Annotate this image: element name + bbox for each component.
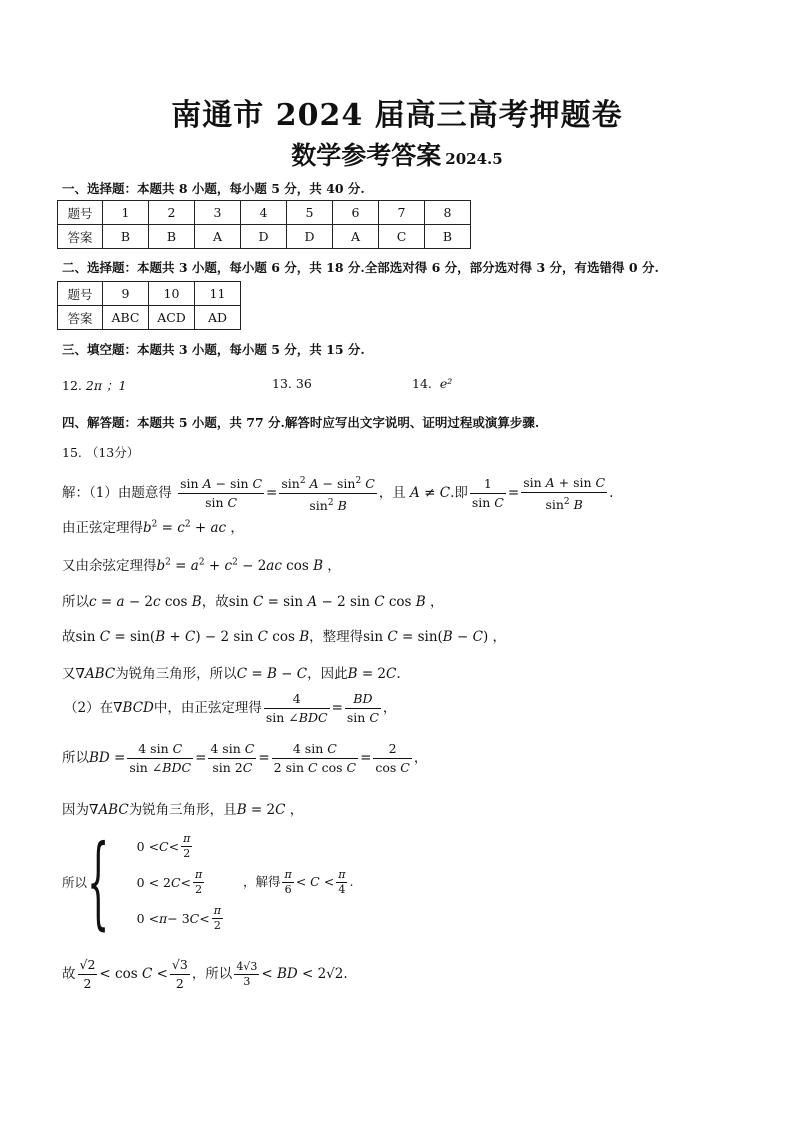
solution-line-3: 又由余弦定理得$b^2 = a^2 + c^2 - 2ac$ cos B ， (62, 557, 341, 574)
table-row (58, 201, 471, 225)
text: 中，由正弦定理得 (153, 700, 262, 716)
table-row (58, 306, 241, 330)
text: ，整理得 (309, 629, 364, 645)
solution-line-4: 所以c = a − 2c cos B，故sin C = sin A − 2 sin C cos B ， (62, 594, 444, 610)
text: 因为 (62, 802, 89, 818)
fraction: $\frac{\text{sin A + sin C}}{\sin^2 B}$ (523, 474, 606, 512)
answer-13-value: 36 (295, 376, 312, 391)
text: 所以 (62, 875, 88, 890)
text: 由正弦定理得 (62, 520, 143, 536)
answer-13-label: 13. (272, 376, 292, 391)
text: 所以 (62, 750, 89, 766)
section2-heading: 二、选择题：本题共 3 小题，每小题 6 分，共 18 分.全部选对得 6 分，部分选对得 3 分，有选错得 0 分. (62, 260, 659, 275)
solution-line-8: 所以BD = $\frac{\text{4 sin C}}{\text{sin ∠BDC}}$ = $\frac{\text{4 sin C}}{\sin 2C}$ = $\frac{\text{4 sin C}}{\text{2 sin C cos C}}$ = $\frac{2}{\text{cos C}}$ ， (62, 741, 428, 775)
answer-13 (272, 376, 312, 391)
subtitle-text: 数学参考答案 (291, 141, 442, 170)
fraction: $\frac{2}{\text{cos C}}$ (375, 741, 410, 775)
table-cell: 11 (195, 282, 241, 306)
solution-line-11: 故 $\frac{√2}{2}$ < cos C < $\frac{√3}{2}$ ，所以 $\frac{4√3}{3}$ < BD < 2√2. (62, 957, 348, 991)
solution-line-7: （2）在∇BCD中，由正弦定理得 $\frac{4}{\text{sin ∠BDC}}$ = $\frac{BD}{\text{sin C}}$ ， (64, 691, 397, 725)
answer-14-value: e² (439, 376, 453, 391)
text: 解：（1）由题意得 (62, 485, 172, 502)
solution-line-6: 又∇ABC为锐角三角形，所以C = B − C，因此B = 2C. (62, 666, 401, 682)
fill-in-answers (62, 376, 562, 394)
section1-answer-table (57, 200, 471, 249)
table-cell: A (333, 225, 379, 249)
table-cell: ABC (103, 306, 149, 330)
table-cell: 2 (149, 201, 195, 225)
table-cell: 10 (149, 282, 195, 306)
table-cell: 8 (425, 201, 471, 225)
table-cell: A (195, 225, 241, 249)
fraction: $\frac{√3}{2}$ (171, 957, 188, 991)
answer-14 (412, 376, 452, 391)
text: 又 (62, 666, 76, 682)
table-row (58, 282, 241, 306)
text: 故 (62, 966, 76, 982)
text: ，且 (378, 485, 406, 502)
inequality-system: 0 < C < $\frac{\pi}{2}$ 0 < 2 C < $\frac{\pi}{2}$ 0 < π − 3 C < $\frac{\pi}{2}$ (136, 831, 221, 932)
text: 为锐角三角形，且 (128, 802, 237, 818)
exam-date: 2024.5 (445, 150, 503, 168)
section2-answer-table (57, 281, 241, 330)
solution-line-10: 所以{ 0 < C < $\frac{\pi}{2}$ 0 < 2 C < $\frac{\pi}{2}$ 0 < π − 3 C < $\frac{\pi}{2}$ ，解得 $\frac{\pi}{6}$ < C < $\frac{\pi}{4}$ . (62, 823, 354, 940)
solution-line-9: 因为∇ABC为锐角三角形，且B = 2C ， (62, 802, 304, 818)
text: ，所以 (191, 966, 233, 982)
text: 即 (454, 485, 468, 502)
fraction: $\frac{\text{sin A − sin C}}{\text{sin C}}$ (180, 476, 263, 511)
text: 又由余弦定理得 (62, 558, 157, 574)
solution-line-1: 解：（1）由题意得 $\frac{\text{sin A − sin C}}{\text{sin C}}$ = $\frac{\sin^2 A - \sin^2 C}{\sin^2 B}$ ，且 A ≠ C.即 $\frac{1}{\text{sin C}}$ = $\frac{\text{sin A + sin C}}{\sin^2 B}$ . (62, 472, 613, 515)
row-label: 题号 (58, 282, 103, 306)
page-subtitle (0, 136, 794, 172)
text: 为锐角三角形，所以 (115, 666, 237, 682)
fraction: $\frac{BD}{\text{sin C}}$ (346, 691, 379, 725)
page-title: 南通市 2024 届高三高考押题卷 (171, 98, 623, 133)
text: ，故 (201, 594, 229, 610)
fraction: $\frac{1}{\text{sin C}}$ (471, 476, 504, 511)
table-cell: 3 (195, 201, 241, 225)
fraction: $\frac{4}{\text{sin ∠BDC}}$ (265, 691, 328, 725)
fraction: $\frac{\text{4 sin C}}{\text{2 sin C cos C}}$ (273, 741, 357, 775)
table-cell: 1 (103, 201, 149, 225)
table-cell: 7 (379, 201, 425, 225)
text: 所以 (62, 594, 89, 610)
row-label: 答案 (58, 225, 103, 249)
question-15-label: 15. （13分） (62, 445, 140, 460)
fraction: $\frac{\sin^2 A - \sin^2 C}{\sin^2 B}$ (279, 472, 376, 515)
table-cell: 5 (287, 201, 333, 225)
fraction: $\frac{\text{4 sin C}}{\sin 2C}$ (210, 741, 255, 775)
answer-12-value: 2π ；1 (85, 378, 127, 393)
table-cell: B (425, 225, 471, 249)
table-cell: B (103, 225, 149, 249)
table-cell: ACD (149, 306, 195, 330)
table-cell: D (241, 225, 287, 249)
table-cell: AD (195, 306, 241, 330)
table-cell: 4 (241, 201, 287, 225)
table-row (58, 225, 471, 249)
row-label: 答案 (58, 306, 103, 330)
table-cell: B (149, 225, 195, 249)
table-cell: 9 (103, 282, 149, 306)
text: （2）在 (64, 700, 114, 716)
row-label: 题号 (58, 201, 103, 225)
table-cell: 6 (333, 201, 379, 225)
table-cell: C (379, 225, 425, 249)
section1-heading: 一、选择题：本题共 8 小题，每小题 5 分，共 40 分. (62, 181, 365, 196)
text: 故 (62, 629, 76, 645)
text: ，因此 (307, 666, 348, 682)
section4-heading: 四、解答题：本题共 5 小题，共 77 分.解答时应写出文字说明、证明过程或演算步骤. (62, 415, 540, 430)
fraction: $\frac{\text{4 sin C}}{\text{sin ∠BDC}}$ (129, 741, 192, 775)
brace-icon: { (87, 823, 110, 940)
answer-12-label: 12. (62, 378, 82, 393)
section3-heading: 三、填空题：本题共 3 小题，每小题 5 分，共 15 分. (62, 342, 365, 357)
solution-line-2: 由正弦定理得$b^2 = c^2$ + ac ， (62, 519, 244, 536)
text: ，解得 (242, 873, 281, 889)
fraction: $\frac{4√3}{3}$ (236, 960, 258, 988)
solution-line-5: 故sin C = sin(B + C) − 2 sin C cos B，整理得sin C = sin(B − C) ， (62, 629, 507, 645)
table-cell: D (287, 225, 333, 249)
answer-14-label: 14. (412, 376, 432, 391)
fraction: $\frac{√2}{2}$ (79, 957, 96, 991)
